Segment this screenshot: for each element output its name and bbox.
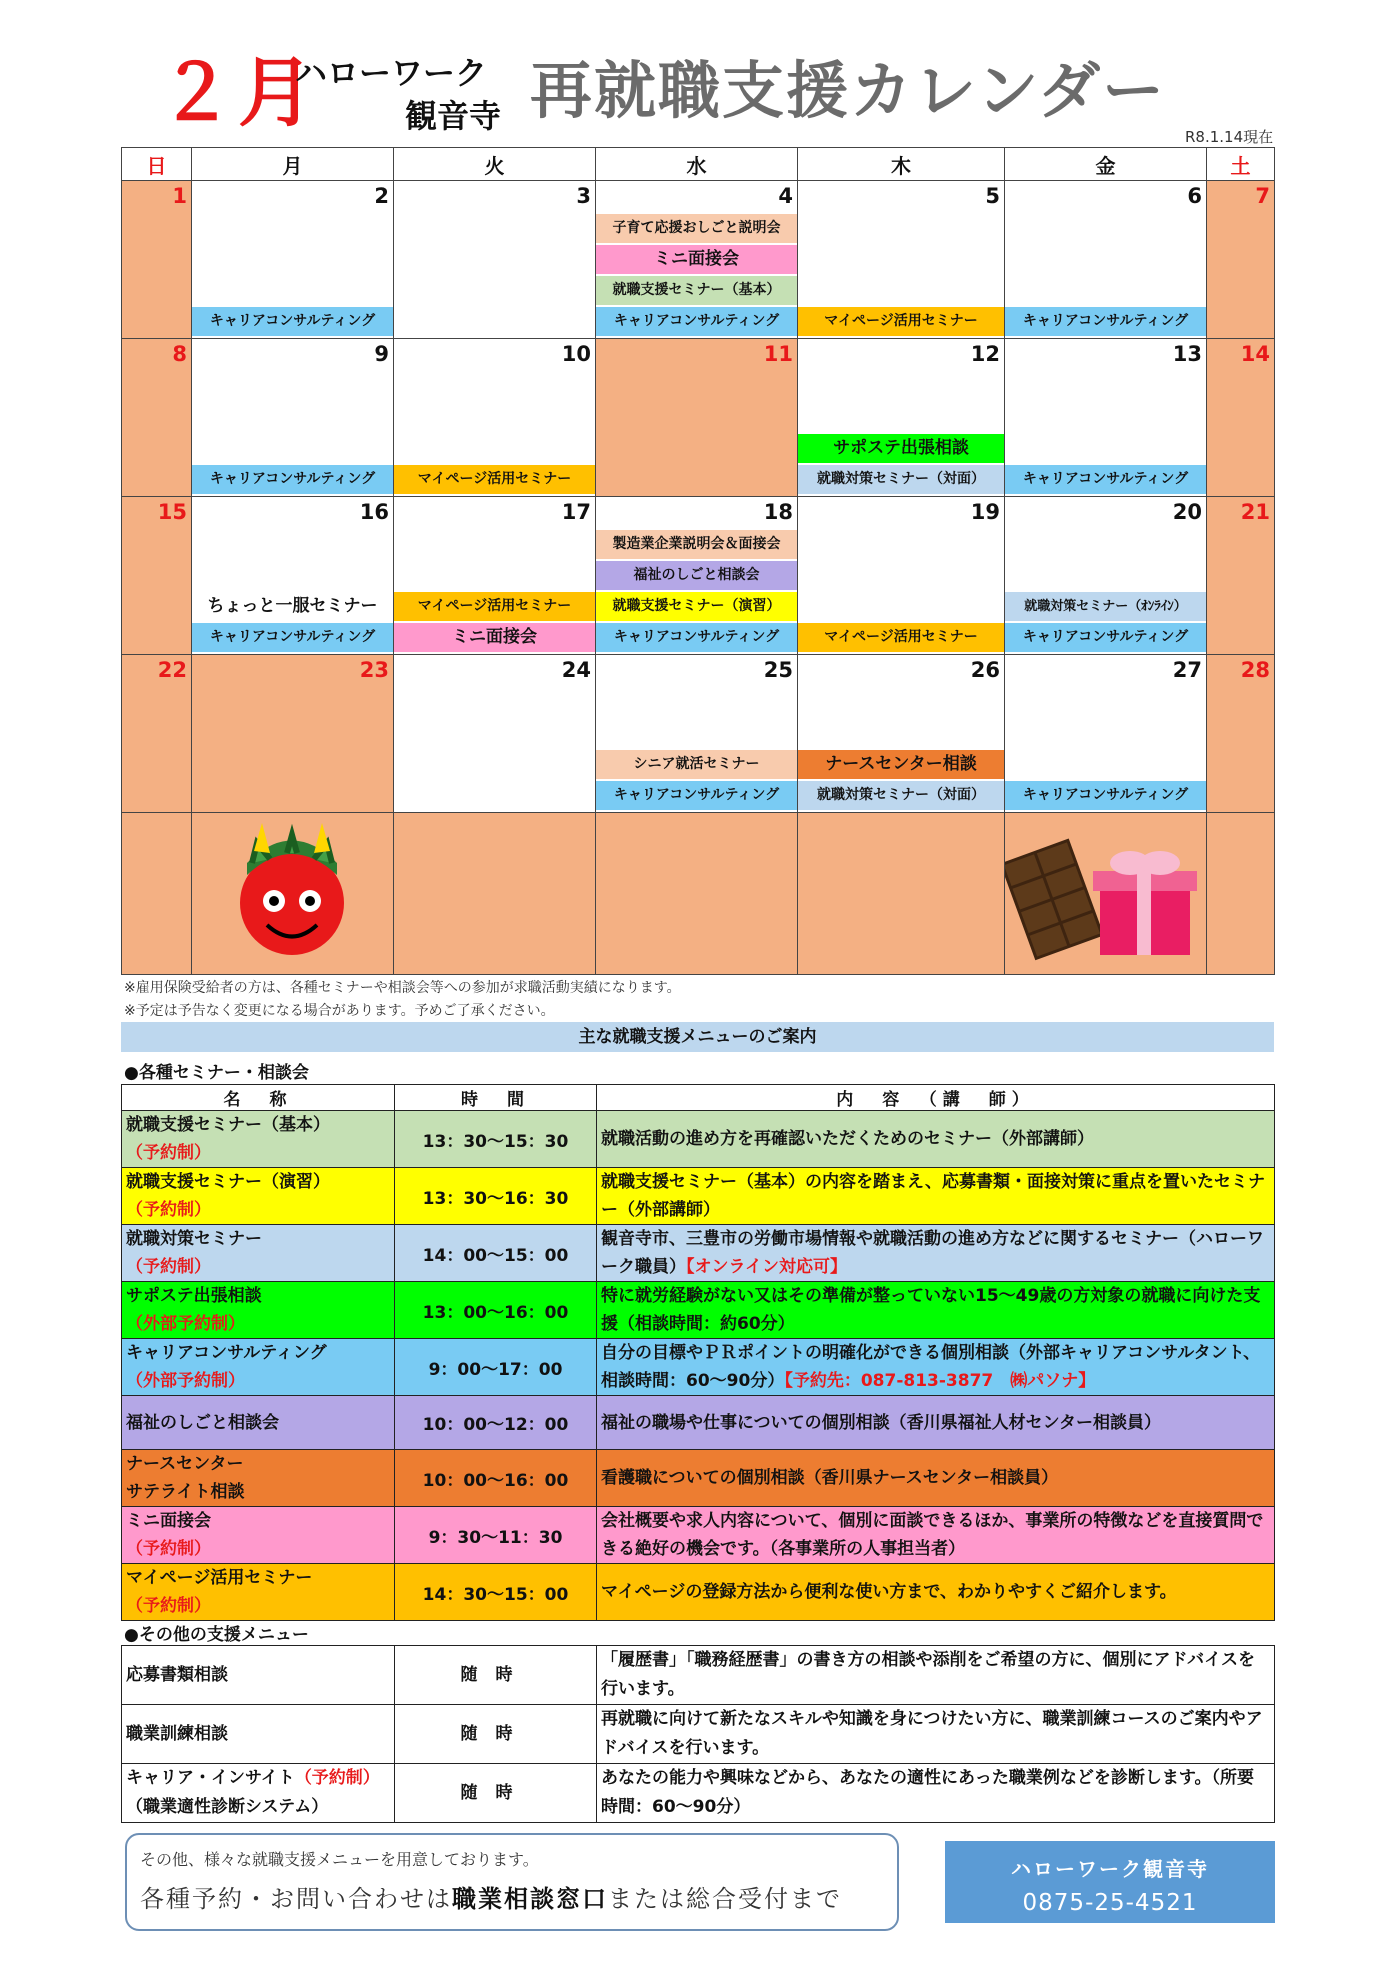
day-cell (596, 497, 798, 655)
day-cell (122, 339, 192, 497)
day-number: 27 (1172, 658, 1202, 683)
day-number: 3 (576, 184, 591, 209)
weekday-wed: 水 (596, 148, 798, 181)
office-name: ハローワーク観音寺 (1011, 1857, 1209, 1881)
day-number: 21 (1240, 500, 1270, 525)
day-cell (1207, 655, 1275, 813)
menu-time: 13：30～16：30 (395, 1168, 597, 1225)
empty-cell (394, 813, 596, 975)
page-title: 再就職支援カレンダー (530, 54, 1166, 127)
online-badge: 【オンライン対応可】 (686, 1257, 847, 1277)
day-cell (1005, 497, 1207, 655)
table-row (122, 1705, 1275, 1764)
menu-name: サポステ出張相談 （外部予約制） (122, 1282, 395, 1339)
guide-title: 主な就職支援メニューのご案内 (121, 1022, 1274, 1052)
table-row (122, 1282, 1275, 1339)
other-menu-table (121, 1645, 1275, 1823)
day-cell (798, 339, 1005, 497)
menu-name: 応募書類相談 (122, 1646, 395, 1705)
day-cell (1207, 181, 1275, 339)
day-cell (394, 339, 596, 497)
menu-time: 9：00～17：00 (395, 1339, 597, 1396)
menu-name: キャリアコンサルティング （外部予約制） (122, 1339, 395, 1396)
event-career-consulting[interactable]: キャリアコンサルティング (192, 307, 393, 336)
office-contact-card (945, 1841, 1275, 1923)
event-job-seminar-in-person[interactable]: 就職対策セミナー（対面） (798, 781, 1004, 810)
col-header-name: 名 称 (122, 1085, 395, 1111)
col-header-content: 内 容 （講 師） (597, 1085, 1275, 1111)
day-cell (192, 497, 394, 655)
menu-name: 職業訓練相談 (122, 1705, 395, 1764)
month-label: ２月 (158, 48, 318, 137)
menu-time: 13：00～16：00 (395, 1282, 597, 1339)
day-cell (192, 181, 394, 339)
menu-time: 10：00～16：00 (395, 1450, 597, 1507)
menu-time: 随時 (395, 1764, 597, 1823)
event-break-seminar[interactable]: ちょっと一服セミナー (192, 592, 393, 621)
day-number: 1 (172, 184, 187, 209)
menu-time: 13：30～15：30 (395, 1111, 597, 1168)
menu-content: 就職活動の進め方を再確認いただくためのセミナー（外部講師） (597, 1111, 1275, 1168)
oni-illustration-cell (192, 813, 394, 975)
day-number: 7 (1255, 184, 1270, 209)
event-career-consulting[interactable]: キャリアコンサルティング (596, 623, 797, 652)
day-cell (1207, 497, 1275, 655)
day-number: 9 (374, 342, 389, 367)
day-number: 18 (763, 500, 793, 525)
day-number: 17 (561, 500, 591, 525)
empty-cell (798, 813, 1005, 975)
menu-content: 看護職についての個別相談（香川県ナースセンター相談員） (597, 1450, 1275, 1507)
event-nurse-center-consultation[interactable]: ナースセンター相談 (798, 750, 1004, 779)
menu-time: 随時 (395, 1705, 597, 1764)
weekday-thu: 木 (798, 148, 1005, 181)
menu-content: マイページの登録方法から便利な使い方まで、わかりやすくご紹介します。 (597, 1564, 1275, 1621)
menu-content: 自分の目標やＰＲポイントの明確化ができる個別相談（外部キャリアコンサルタント、相談時間：60～90分）【予約先：087-813-3877 ㈱パソナ】 (597, 1339, 1275, 1396)
day-number: 13 (1172, 342, 1202, 367)
event-career-consulting[interactable]: キャリアコンサルティング (192, 465, 393, 494)
day-cell-holiday (192, 655, 394, 813)
seminar-menu-table (121, 1084, 1275, 1621)
event-mini-interview[interactable]: ミニ面接会 (596, 245, 797, 274)
day-number: 26 (970, 658, 1000, 683)
day-cell (596, 655, 798, 813)
weekday-mon: 月 (192, 148, 394, 181)
menu-content: 福祉の職場や仕事についての個別相談（香川県福祉人材センター相談員） (597, 1396, 1275, 1450)
as-of-date: R8.1.14現在 (1185, 128, 1274, 146)
day-cell (394, 181, 596, 339)
menu-content: 「履歴書」「職務経歴書」の書き方の相談や添削をご希望の方に、個別にアドバイスを行います。 (597, 1646, 1275, 1705)
table-row (122, 1339, 1275, 1396)
day-number: 20 (1172, 500, 1202, 525)
chocolate-gift-icon (1005, 813, 1205, 969)
event-career-consulting[interactable]: キャリアコンサルティング (192, 623, 393, 652)
day-number: 10 (561, 342, 591, 367)
event-career-consulting[interactable]: キャリアコンサルティング (1005, 465, 1206, 494)
weekday-sun: 日 (122, 148, 192, 181)
hellowork-label: ハローワーク (295, 54, 488, 92)
day-cell (1005, 181, 1207, 339)
day-cell (192, 339, 394, 497)
consultation-desk-label: 職業相談窓口 (452, 1885, 608, 1913)
day-number: 2 (374, 184, 389, 209)
event-career-consulting[interactable]: キャリアコンサルティング (1005, 781, 1206, 810)
day-cell (122, 655, 192, 813)
table-row (122, 1396, 1275, 1450)
note-unemployment-insurance: ※雇用保険受給者の方は、各種セミナーや相談会等への参加が求職活動実績になります。 (124, 980, 681, 996)
menu-time: 14：30～15：00 (395, 1564, 597, 1621)
day-cell-holiday (596, 339, 798, 497)
valentine-illustration-cell (1005, 813, 1207, 975)
day-number: 23 (359, 658, 389, 683)
empty-cell (122, 813, 192, 975)
day-number: 5 (985, 184, 1000, 209)
event-career-consulting[interactable]: キャリアコンサルティング (596, 781, 797, 810)
event-mypage-seminar[interactable]: マイページ活用セミナー (394, 465, 595, 494)
menu-name: ナースセンター サテライト相談 (122, 1450, 395, 1507)
event-welfare-job-consultation[interactable]: 福祉のしごと相談会 (596, 561, 797, 590)
day-number: 6 (1187, 184, 1202, 209)
menu-name: ミニ面接会 （予約制） (122, 1507, 395, 1564)
table-row (122, 1646, 1275, 1705)
empty-cell (596, 813, 798, 975)
menu-name: 就職対策セミナー （予約制） (122, 1225, 395, 1282)
event-mypage-seminar[interactable]: マイページ活用セミナー (798, 307, 1004, 336)
menu-name: 就職支援セミナー（基本） （予約制） (122, 1111, 395, 1168)
reservation-contact[interactable]: 【予約先：087-813-3877 ㈱パソナ】 (784, 1371, 1096, 1391)
table-row (122, 1168, 1275, 1225)
note-schedule-change: ※予定は予告なく変更になる場合があります。予めご了承ください。 (124, 1003, 555, 1019)
day-cell (122, 497, 192, 655)
event-seminar-basic[interactable]: 就職支援セミナー（基本） (596, 276, 797, 305)
weekday-fri: 金 (1005, 148, 1207, 181)
table-row (122, 1111, 1275, 1168)
office-phone[interactable]: 0875-25-4521 (1022, 1890, 1198, 1916)
day-cell (394, 497, 596, 655)
table-row (122, 1225, 1275, 1282)
day-number: 25 (763, 658, 793, 683)
day-cell (798, 497, 1005, 655)
menu-name: 就職支援セミナー（演習） （予約制） (122, 1168, 395, 1225)
day-cell (798, 181, 1005, 339)
event-seminar-practice[interactable]: 就職支援セミナー（演習） (596, 592, 797, 621)
day-cell (122, 181, 192, 339)
menu-time: 10：00～12：00 (395, 1396, 597, 1450)
table-row (122, 1507, 1275, 1564)
day-cell (394, 655, 596, 813)
day-number: 28 (1240, 658, 1270, 683)
menu-name: 福祉のしごと相談会 (122, 1396, 395, 1450)
day-number: 24 (561, 658, 591, 683)
day-number: 11 (763, 342, 793, 367)
day-number: 19 (970, 500, 1000, 525)
col-header-time: 時 間 (395, 1085, 597, 1111)
day-number: 12 (970, 342, 1000, 367)
day-cell (1207, 339, 1275, 497)
event-senior-job-seminar[interactable]: シニア就活セミナー (596, 750, 797, 779)
event-manufacturing-fair[interactable]: 製造業企業説明会＆面接会 (596, 530, 797, 559)
event-mypage-seminar[interactable]: マイページ活用セミナー (394, 592, 595, 621)
weekday-sat: 土 (1207, 148, 1275, 181)
event-mypage-seminar[interactable]: マイページ活用セミナー (798, 623, 1004, 652)
event-career-consulting[interactable]: キャリアコンサルティング (1005, 623, 1206, 652)
section-other-heading: ●その他の支援メニュー (124, 1625, 309, 1645)
day-number: 16 (359, 500, 389, 525)
footer-contact-text: 各種予約・お問い合わせは職業相談窓口または総合受付まで (140, 1885, 842, 1913)
day-cell (798, 655, 1005, 813)
weekday-tue: 火 (394, 148, 596, 181)
section-seminars-heading: ●各種セミナー・相談会 (124, 1063, 309, 1083)
menu-content: 再就職に向けて新たなスキルや知識を身につけたい方に、職業訓練コースのご案内やアドバイスを行います。 (597, 1705, 1275, 1764)
day-number: 15 (157, 500, 187, 525)
day-cell (1005, 339, 1207, 497)
day-number: 8 (172, 342, 187, 367)
menu-content: 観音寺市、三豊市の労働市場情報や就職活動の進め方などに関するセミナー（ハローワーク職員）【オンライン対応可】 (597, 1225, 1275, 1282)
menu-content: あなたの能力や興味などから、あなたの適性にあった職業例などを診断します。（所要時間：60～90分） (597, 1764, 1275, 1823)
event-career-consulting[interactable]: キャリアコンサルティング (596, 307, 797, 336)
event-childcare-job-briefing[interactable]: 子育て応援おしごと説明会 (596, 214, 797, 243)
menu-name: マイページ活用セミナー （予約制） (122, 1564, 395, 1621)
menu-name: キャリア・インサイト（予約制） （職業適性診断システム） (122, 1764, 395, 1823)
menu-time: 14：00～15：00 (395, 1225, 597, 1282)
footer-note: その他、様々な就職支援メニューを用意しております。 (140, 1850, 539, 1869)
event-career-consulting[interactable]: キャリアコンサルティング (1005, 307, 1206, 336)
table-row (122, 1564, 1275, 1621)
menu-content: 特に就労経験がない又はその準備が整っていない15～49歳の方対象の就職に向けた支援（相談時間：約60分） (597, 1282, 1275, 1339)
menu-content: 会社概要や求人内容について、個別に面談できるほか、事業所の特徴などを直接質問できる絶好の機会です。（各事業所の人事担当者） (597, 1507, 1275, 1564)
day-number: 14 (1240, 342, 1270, 367)
day-cell (1005, 655, 1207, 813)
menu-time: 9：30～11：30 (395, 1507, 597, 1564)
event-job-seminar-in-person[interactable]: 就職対策セミナー（対面） (798, 465, 1004, 494)
day-number: 22 (157, 658, 187, 683)
event-saposute-consultation[interactable]: サポステ出張相談 (798, 434, 1004, 463)
menu-content: 就職支援セミナー（基本）の内容を踏まえ、応募書類・面接対策に重点を置いたセミナー（外部講師） (597, 1168, 1275, 1225)
oni-icon (192, 813, 392, 969)
event-mini-interview[interactable]: ミニ面接会 (394, 623, 595, 652)
office-location-label: 観音寺 (405, 97, 502, 135)
day-number: 4 (778, 184, 793, 209)
day-cell (596, 181, 798, 339)
empty-cell (1207, 813, 1275, 975)
menu-time: 随時 (395, 1646, 597, 1705)
table-row (122, 1450, 1275, 1507)
event-job-seminar-online[interactable]: 就職対策セミナー（ｵﾝﾗｲﾝ） (1005, 592, 1206, 621)
calendar-grid (121, 147, 1275, 975)
table-row (122, 1764, 1275, 1823)
